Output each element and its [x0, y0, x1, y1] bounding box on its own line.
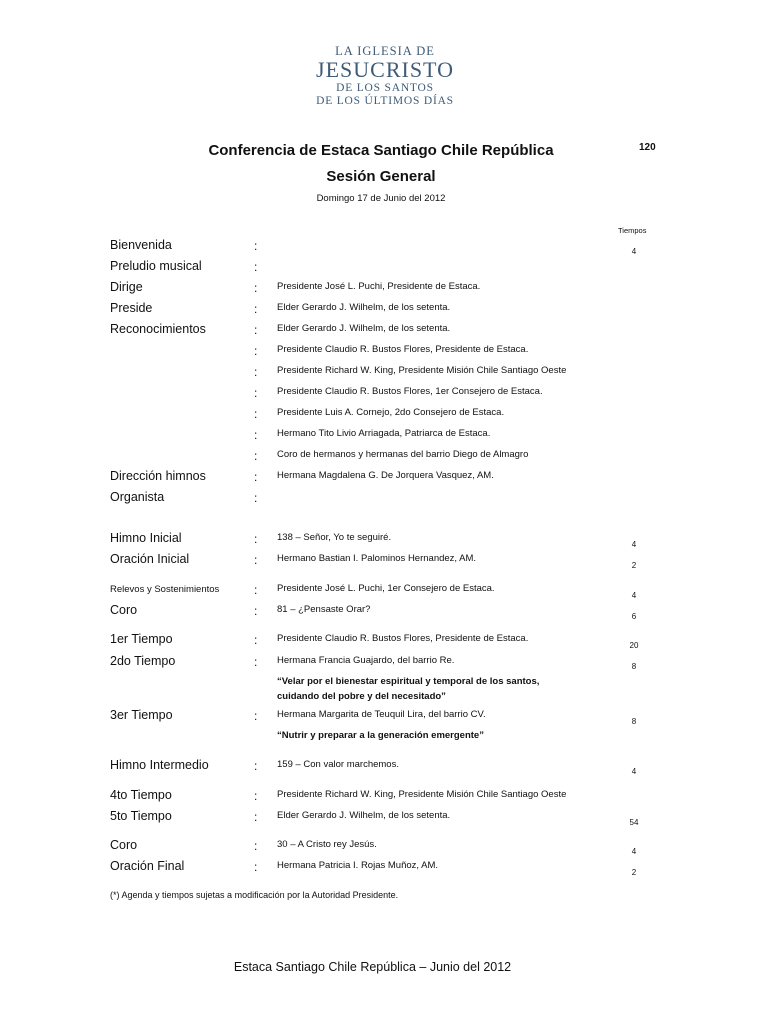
agenda-colon: : [254, 428, 258, 442]
agenda-colon: : [254, 386, 258, 400]
agenda-value: Presidente José L. Puchi, Presidente de Estaca. [277, 281, 481, 292]
agenda-value: 81 – ¿Pensaste Orar? [277, 604, 371, 615]
agenda-row [0, 838, 768, 854]
agenda-label: Dirección himnos [110, 469, 206, 483]
agenda-value: Presidente Luis A. Cornejo, 2do Consejero de Estaca. [277, 407, 505, 418]
agenda-row [0, 654, 768, 670]
agenda-label: 2do Tiempo [110, 654, 176, 668]
agenda-label: 3er Tiempo [110, 708, 173, 722]
agenda-row [0, 552, 768, 568]
agenda-value: 30 – A Cristo rey Jesús. [277, 839, 377, 850]
agenda-label: Himno Inicial [110, 531, 182, 545]
agenda-value: Elder Gerardo J. Wilhelm, de los setenta. [277, 323, 451, 334]
agenda-label: Coro [110, 838, 138, 852]
agenda-value: Elder Gerardo J. Wilhelm, de los setenta. [277, 810, 451, 821]
agenda-row [0, 301, 768, 317]
agenda-colon: : [254, 323, 258, 337]
agenda-time: 4 [631, 540, 637, 549]
page-number: 120 [639, 142, 656, 153]
agenda-colon: : [254, 553, 258, 567]
agenda-row [0, 758, 768, 774]
agenda-value: Hermana Francia Guajardo, del barrio Re. [277, 655, 455, 666]
agenda-value: Coro de hermanos y hermanas del barrio Diego de Almagro [277, 449, 529, 460]
agenda-time: 20 [629, 641, 639, 650]
logo-line-4: DE LOS ÚLTIMOS DÍAS [316, 95, 454, 107]
agenda-row [0, 859, 768, 875]
agenda-row [0, 490, 768, 506]
tiempos-header: Tiempos [618, 226, 647, 235]
agenda-label: Bienvenida [110, 238, 172, 252]
quote-1-line-2: cuidando del pobre y del necesitado” [277, 691, 446, 702]
agenda-label: Reconocimientos [110, 322, 206, 336]
agenda-row [0, 385, 768, 401]
page-footer: Estaca Santiago Chile República – Junio del 2012 [233, 960, 512, 974]
agenda-label: 4to Tiempo [110, 788, 172, 802]
agenda-label: Oración Inicial [110, 552, 190, 566]
agenda-row [0, 364, 768, 380]
agenda-value: Hermana Magdalena G. De Jorquera Vasquez, AM. [277, 470, 494, 481]
agenda-colon: : [254, 365, 258, 379]
agenda-row [0, 448, 768, 464]
agenda-colon: : [254, 260, 258, 274]
agenda-row [0, 809, 768, 825]
logo-line-1: LA IGLESIA DE [335, 44, 435, 58]
agenda-row [0, 708, 768, 724]
agenda-row [0, 788, 768, 804]
agenda-time: 8 [631, 662, 637, 671]
agenda-time: 8 [631, 717, 637, 726]
agenda-value: Hermano Bastian I. Palominos Hernandez, AM. [277, 553, 477, 564]
document-date: Domingo 17 de Junio del 2012 [316, 193, 446, 204]
agenda-time: 54 [629, 818, 639, 827]
logo-line-2: JESUCRISTO [316, 57, 454, 82]
agenda-time: 4 [631, 591, 637, 600]
document-title: Conferencia de Estaca Santiago Chile República [208, 142, 554, 159]
agenda-row [0, 603, 768, 619]
agenda-time: 4 [631, 247, 637, 256]
agenda-value: Hermano Tito Livio Arriagada, Patriarca de Estaca. [277, 428, 491, 439]
agenda-value: Hermana Margarita de Teuquil Lira, del barrio CV. [277, 709, 486, 720]
agenda-time: 4 [631, 847, 637, 856]
agenda-label: Oración Final [110, 859, 185, 873]
agenda-label: Preludio musical [110, 259, 202, 273]
logo-line-3: DE LOS SANTOS [336, 82, 434, 94]
agenda-value: Presidente Richard W. King, Presidente Misión Chile Santiago Oeste [277, 789, 567, 800]
agenda-row [0, 280, 768, 296]
agenda-colon: : [254, 302, 258, 316]
quote-1-line-1: “Velar por el bienestar espiritual y temporal de los santos, [277, 676, 540, 687]
agenda-row [0, 427, 768, 443]
agenda-colon: : [254, 449, 258, 463]
agenda-colon: : [254, 344, 258, 358]
agenda-row [0, 406, 768, 422]
agenda-colon: : [254, 709, 258, 723]
agenda-colon: : [254, 532, 258, 546]
agenda-value: Presidente Claudio R. Bustos Flores, 1er Consejero de Estaca. [277, 386, 543, 397]
agenda-label: Dirige [110, 280, 143, 294]
agenda-colon: : [254, 604, 258, 618]
agenda-time: 2 [631, 868, 637, 877]
agenda-row [0, 632, 768, 648]
church-logo [300, 44, 470, 108]
agenda-colon: : [254, 789, 258, 803]
agenda-label: Himno Intermedio [110, 758, 209, 772]
agenda-colon: : [254, 860, 258, 874]
agenda-time: 6 [631, 612, 637, 621]
agenda-label: Preside [110, 301, 153, 315]
agenda-value: Presidente Claudio R. Bustos Flores, Presidente de Estaca. [277, 344, 529, 355]
agenda-value: 138 – Señor, Yo te seguiré. [277, 532, 392, 543]
document-subtitle: Sesión General [326, 168, 436, 185]
agenda-value: Presidente José L. Puchi, 1er Consejero de Estaca. [277, 583, 495, 594]
footnote: (*) Agenda y tiempos sujetas a modificación por la Autoridad Presidente. [110, 890, 399, 900]
agenda-colon: : [254, 281, 258, 295]
agenda-value: Presidente Claudio R. Bustos Flores, Presidente de Estaca. [277, 633, 529, 644]
agenda-colon: : [254, 583, 258, 597]
agenda-colon: : [254, 633, 258, 647]
agenda-colon: : [254, 407, 258, 421]
agenda-row [0, 531, 768, 547]
agenda-row [0, 322, 768, 338]
agenda-colon: : [254, 470, 258, 484]
agenda-label: Organista [110, 490, 165, 504]
agenda-label: 1er Tiempo [110, 632, 173, 646]
quote-2: “Nutrir y preparar a la generación emergente” [277, 730, 484, 741]
agenda-colon: : [254, 239, 258, 253]
agenda-time: 2 [631, 561, 637, 570]
agenda-colon: : [254, 491, 258, 505]
agenda-colon: : [254, 655, 258, 669]
agenda-colon: : [254, 839, 258, 853]
agenda-time: 4 [631, 767, 637, 776]
agenda-colon: : [254, 810, 258, 824]
agenda-colon: : [254, 759, 258, 773]
agenda-row [0, 343, 768, 359]
agenda-row [0, 259, 768, 275]
agenda-value: Elder Gerardo J. Wilhelm, de los setenta. [277, 302, 451, 313]
agenda-label: Relevos y Sostenimientos [110, 584, 220, 595]
agenda-value: 159 – Con valor marchemos. [277, 759, 399, 770]
agenda-value: Presidente Richard W. King, Presidente Misión Chile Santiago Oeste [277, 365, 567, 376]
agenda-row [0, 238, 768, 254]
agenda-value: Hermana Patricia I. Rojas Muñoz, AM. [277, 860, 439, 871]
agenda-row [0, 469, 768, 485]
agenda-label: Coro [110, 603, 138, 617]
agenda-label: 5to Tiempo [110, 809, 172, 823]
agenda-row [0, 582, 768, 598]
